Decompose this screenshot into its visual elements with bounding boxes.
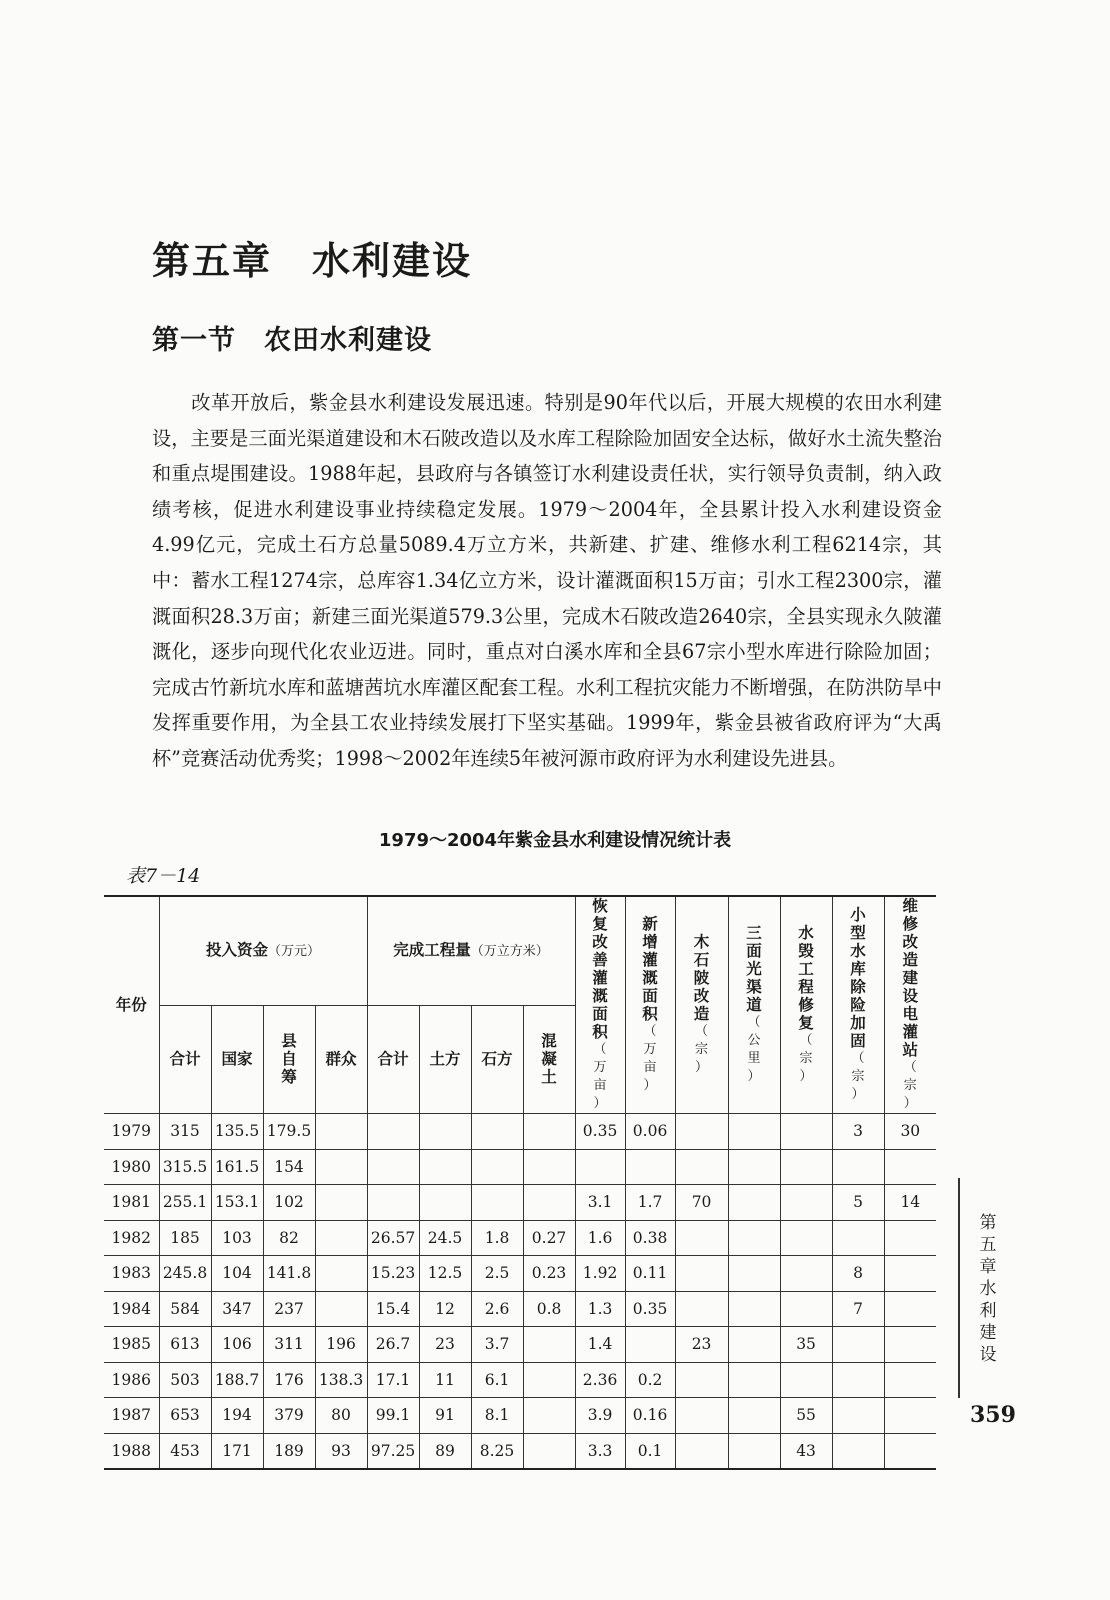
table-cell: 26.57	[367, 1220, 419, 1256]
table-cell	[728, 1398, 780, 1434]
table-cell: 8	[832, 1256, 884, 1292]
table-cell	[675, 1256, 728, 1292]
header-new-irrigation: 新增灌溉面积 （万亩）	[625, 896, 675, 1114]
header-restored-irrigation: 恢复改善灌溉面积 （万亩）	[575, 896, 625, 1114]
table-cell	[832, 1362, 884, 1398]
table-cell	[315, 1291, 367, 1327]
table-cell: 103	[211, 1220, 263, 1256]
header-inv-state: 国家	[211, 1005, 263, 1113]
year-cell: 1985	[104, 1327, 159, 1363]
table-body	[104, 1114, 936, 1470]
header-inv-county: 县自筹	[263, 1005, 315, 1113]
header-pump-station: 维修改造建设电灌站 （宗）	[884, 896, 936, 1114]
table-cell: 17.1	[367, 1362, 419, 1398]
table-cell: 2.5	[471, 1256, 523, 1292]
table-cell: 26.7	[367, 1327, 419, 1363]
table-cell: 97.25	[367, 1433, 419, 1469]
table-row	[104, 1362, 936, 1398]
table-cell	[884, 1291, 936, 1327]
table-cell: 176	[263, 1362, 315, 1398]
table-cell	[471, 1185, 523, 1221]
table-cell	[728, 1220, 780, 1256]
table-cell: 2.6	[471, 1291, 523, 1327]
table-cell: 55	[780, 1398, 832, 1434]
table-cell: 453	[159, 1433, 211, 1469]
table-cell: 2.36	[575, 1362, 625, 1398]
table-cell	[728, 1114, 780, 1150]
table-cell: 24.5	[419, 1220, 471, 1256]
table-cell	[367, 1114, 419, 1150]
table-cell: 584	[159, 1291, 211, 1327]
table-cell: 153.1	[211, 1185, 263, 1221]
table-cell	[367, 1149, 419, 1185]
table-cell	[884, 1398, 936, 1434]
table-cell	[419, 1114, 471, 1150]
table-cell: 89	[419, 1433, 471, 1469]
table-cell: 0.8	[523, 1291, 575, 1327]
table-cell	[780, 1114, 832, 1150]
table-cell	[675, 1433, 728, 1469]
table-cell	[832, 1149, 884, 1185]
table-cell: 3.7	[471, 1327, 523, 1363]
table-cell	[728, 1362, 780, 1398]
table-cell: 179.5	[263, 1114, 315, 1150]
header-wk-total: 合计	[367, 1005, 419, 1113]
table-row	[104, 1149, 936, 1185]
table-cell: 1.8	[471, 1220, 523, 1256]
table-cell	[523, 1327, 575, 1363]
table-row	[104, 1291, 936, 1327]
table-cell	[832, 1327, 884, 1363]
header-three-side-channel: 三面光渠道 （公里）	[728, 896, 780, 1114]
table-cell	[884, 1362, 936, 1398]
table-cell: 0.11	[625, 1256, 675, 1292]
header-investment: 投入资金（万元）	[159, 896, 367, 1005]
table-cell: 99.1	[367, 1398, 419, 1434]
table-cell	[780, 1149, 832, 1185]
table-cell	[625, 1327, 675, 1363]
table-cell: 1.92	[575, 1256, 625, 1292]
table-cell	[625, 1149, 675, 1185]
table-cell	[523, 1433, 575, 1469]
year-cell: 1981	[104, 1185, 159, 1221]
table-row	[104, 1327, 936, 1363]
table-cell: 0.35	[625, 1291, 675, 1327]
table-cell: 3.1	[575, 1185, 625, 1221]
year-cell: 1979	[104, 1114, 159, 1150]
table-cell	[728, 1291, 780, 1327]
table-cell: 194	[211, 1398, 263, 1434]
table-cell: 3.3	[575, 1433, 625, 1469]
table-cell	[832, 1433, 884, 1469]
table-cell: 154	[263, 1149, 315, 1185]
table-cell: 0.38	[625, 1220, 675, 1256]
year-cell: 1980	[104, 1149, 159, 1185]
table-row	[104, 1114, 936, 1150]
table-cell: 5	[832, 1185, 884, 1221]
table-cell: 503	[159, 1362, 211, 1398]
header-year: 年份	[104, 896, 159, 1114]
table-row	[104, 1256, 936, 1292]
table-cell: 379	[263, 1398, 315, 1434]
table-cell: 0.06	[625, 1114, 675, 1150]
table-cell: 106	[211, 1327, 263, 1363]
table-cell	[471, 1114, 523, 1150]
table-cell	[728, 1149, 780, 1185]
table-cell: 12	[419, 1291, 471, 1327]
header-wk-stone: 石方	[471, 1005, 523, 1113]
table-cell	[523, 1362, 575, 1398]
table-cell	[675, 1114, 728, 1150]
table-cell: 1.4	[575, 1327, 625, 1363]
year-cell: 1982	[104, 1220, 159, 1256]
page-number: 359	[970, 1402, 1016, 1428]
table-cell	[728, 1327, 780, 1363]
table-cell	[675, 1291, 728, 1327]
table-cell	[523, 1114, 575, 1150]
header-works: 完成工程量（万立方米）	[367, 896, 575, 1005]
table-cell: 347	[211, 1291, 263, 1327]
table-cell: 23	[419, 1327, 471, 1363]
side-tab-rule	[958, 1178, 960, 1398]
table-cell: 3.9	[575, 1398, 625, 1434]
table-cell	[884, 1220, 936, 1256]
chapter-title: 第五章 水利建设	[152, 239, 473, 283]
table-cell: 161.5	[211, 1149, 263, 1185]
table-cell	[675, 1398, 728, 1434]
table-cell	[315, 1220, 367, 1256]
table-cell: 237	[263, 1291, 315, 1327]
table-cell	[471, 1149, 523, 1185]
table-caption: 1979～2004年紫金县水利建设情况统计表	[378, 830, 732, 851]
table-cell: 15.4	[367, 1291, 419, 1327]
table-cell: 8.1	[471, 1398, 523, 1434]
table-row	[104, 1220, 936, 1256]
table-cell: 11	[419, 1362, 471, 1398]
table-cell: 80	[315, 1398, 367, 1434]
body-paragraph: 改革开放后，紫金县水利建设发展迅速。特别是90年代以后，开展大规模的农田水利建设，主要是三面光渠道建设和木石陂改造以及水库工程除险加固安全达标，做好水土流失整治和重点堤围建设。1988年起，县政府与各镇签订水利建设责任状，实行领导负责制，纳入政绩考核，促进水利建设事业持续稳定发展。1979～2004年，全县累计投入水利建设资金4.99亿元，完成土石方总量5089.4万立方米，共新建、扩建、维修水利工程6214宗，其中：蓄水工程1274宗，总库容1.34亿立方米，设计灌溉面积15万亩；引水工程2300宗，灌溉面积28.3万亩；新建三面光渠道579.3公里，完成木石陂改造2640宗，全县实现永久陂灌溉化，逐步向现代化农业迈进。同时，重点对白溪水库和全县67宗小型水库进行除险加固；完成古竹新坑水库和蓝塘茜坑水库灌区配套工程。水利工程抗灾能力不断增强，在防洪防旱中发挥重要作用，为全县工农业持续发展打下坚实基础。1999年，紫金县被省政府评为“大禹杯”竞赛活动优秀奖；1998～2002年连续5年被河源市政府评为水利建设先进县。	[152, 391, 942, 770]
table-cell	[315, 1149, 367, 1185]
header-weir-reform: 木石陂改造 （宗）	[675, 896, 728, 1114]
header-inv-public: 群众	[315, 1005, 367, 1113]
table-cell: 1.3	[575, 1291, 625, 1327]
table-cell: 15.23	[367, 1256, 419, 1292]
table-cell	[315, 1114, 367, 1150]
table-cell: 93	[315, 1433, 367, 1469]
header-inv-total: 合计	[159, 1005, 211, 1113]
table-cell	[728, 1256, 780, 1292]
table-row	[104, 1185, 936, 1221]
header-wk-earth: 土方	[419, 1005, 471, 1113]
table-cell	[884, 1327, 936, 1363]
table-cell	[884, 1149, 936, 1185]
table-cell	[780, 1291, 832, 1327]
year-cell: 1986	[104, 1362, 159, 1398]
table-cell: 245.8	[159, 1256, 211, 1292]
year-cell: 1988	[104, 1433, 159, 1469]
table-cell: 0.1	[625, 1433, 675, 1469]
table-cell: 35	[780, 1327, 832, 1363]
table-cell: 12.5	[419, 1256, 471, 1292]
table-cell	[523, 1398, 575, 1434]
table-cell	[523, 1149, 575, 1185]
table-cell	[367, 1185, 419, 1221]
table-cell: 613	[159, 1327, 211, 1363]
section-title: 第一节 农田水利建设	[152, 325, 432, 356]
year-cell: 1984	[104, 1291, 159, 1327]
table-number: 表7－14	[126, 865, 201, 887]
table-cell	[832, 1398, 884, 1434]
table-cell: 315.5	[159, 1149, 211, 1185]
table-cell: 0.35	[575, 1114, 625, 1150]
table-cell	[315, 1256, 367, 1292]
table-cell: 653	[159, 1398, 211, 1434]
table-cell: 8.25	[471, 1433, 523, 1469]
table-cell: 189	[263, 1433, 315, 1469]
table-cell: 6.1	[471, 1362, 523, 1398]
table-cell	[728, 1433, 780, 1469]
table-cell: 171	[211, 1433, 263, 1469]
table-cell	[884, 1433, 936, 1469]
table-cell	[780, 1185, 832, 1221]
table-cell: 102	[263, 1185, 315, 1221]
table-cell: 0.23	[523, 1256, 575, 1292]
table-cell	[675, 1220, 728, 1256]
table-cell: 82	[263, 1220, 315, 1256]
year-cell: 1987	[104, 1398, 159, 1434]
table-cell: 23	[675, 1327, 728, 1363]
table-cell	[728, 1185, 780, 1221]
table-cell: 1.7	[625, 1185, 675, 1221]
table-cell: 1.6	[575, 1220, 625, 1256]
table-cell	[419, 1185, 471, 1221]
table-row	[104, 1433, 936, 1469]
table-cell: 3	[832, 1114, 884, 1150]
table-cell	[675, 1362, 728, 1398]
table-cell	[575, 1149, 625, 1185]
table-cell	[419, 1149, 471, 1185]
table-cell	[780, 1362, 832, 1398]
year-cell: 1983	[104, 1256, 159, 1292]
table-cell	[832, 1220, 884, 1256]
table-cell: 70	[675, 1185, 728, 1221]
table-cell: 7	[832, 1291, 884, 1327]
table-cell: 0.2	[625, 1362, 675, 1398]
side-chapter-label: 第五章 水利建设	[979, 1213, 1014, 1365]
table-cell	[780, 1256, 832, 1292]
statistics-table	[104, 895, 936, 1470]
table-cell: 196	[315, 1327, 367, 1363]
header-small-reservoir: 小型水库除险加固 （宗）	[832, 896, 884, 1114]
table-cell: 0.16	[625, 1398, 675, 1434]
table-cell	[523, 1185, 575, 1221]
header-flood-repair: 水毁工程修复 （宗）	[780, 896, 832, 1114]
table-cell: 43	[780, 1433, 832, 1469]
table-cell: 135.5	[211, 1114, 263, 1150]
table-cell: 30	[884, 1114, 936, 1150]
table-cell: 311	[263, 1327, 315, 1363]
table-cell: 315	[159, 1114, 211, 1150]
table-cell: 14	[884, 1185, 936, 1221]
table-cell: 91	[419, 1398, 471, 1434]
table-cell: 141.8	[263, 1256, 315, 1292]
table-cell	[780, 1220, 832, 1256]
table-cell: 255.1	[159, 1185, 211, 1221]
table-row	[104, 1398, 936, 1434]
table-cell	[884, 1256, 936, 1292]
table-cell	[675, 1149, 728, 1185]
table-cell: 185	[159, 1220, 211, 1256]
header-wk-concrete: 混凝土	[523, 1005, 575, 1113]
table-cell: 188.7	[211, 1362, 263, 1398]
table-cell	[315, 1185, 367, 1221]
table-cell: 0.27	[523, 1220, 575, 1256]
table-cell: 138.3	[315, 1362, 367, 1398]
table-cell: 104	[211, 1256, 263, 1292]
